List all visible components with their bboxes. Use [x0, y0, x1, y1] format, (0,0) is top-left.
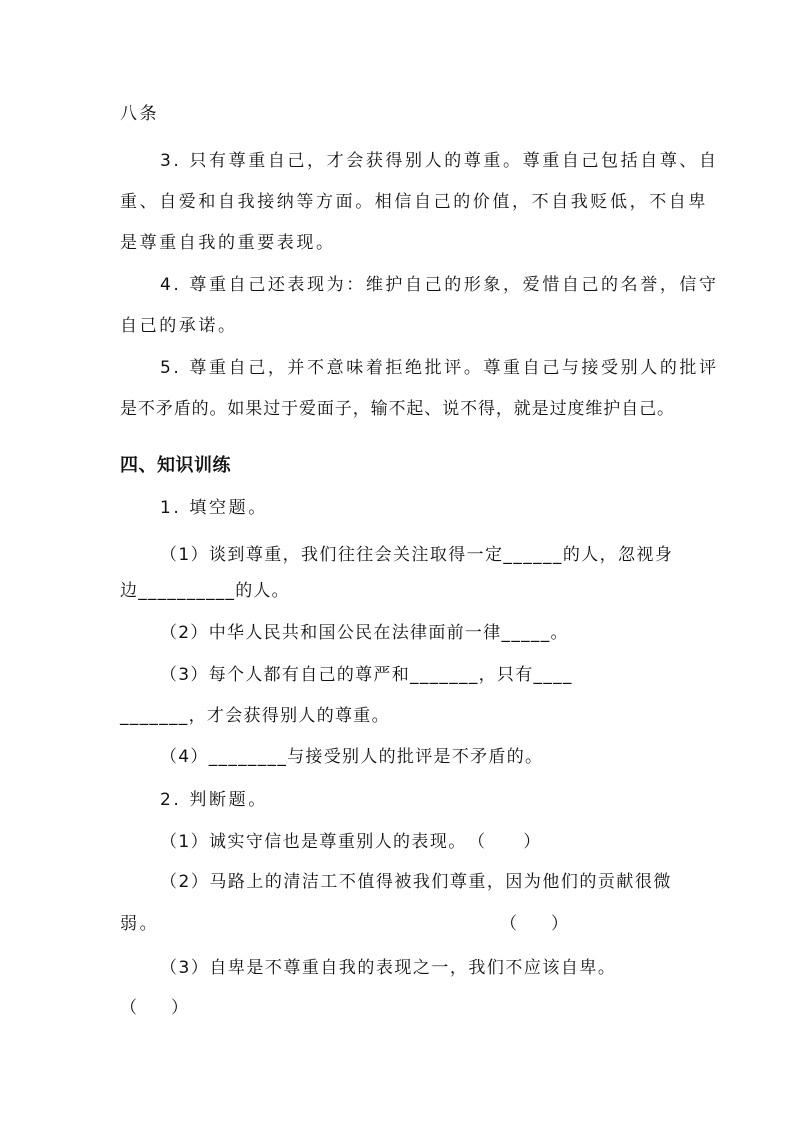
point-4-line-1: 4. 尊重自己还表现为：维护自己的形象，爱惜自己的名誉，信守: [160, 275, 719, 295]
fill-blank-q3-line-1: （3）每个人都有自己的尊严和_______，只有____: [160, 665, 573, 685]
section-heading: 四、知识训练: [120, 455, 231, 476]
fill-blank-q1-line-2: 边__________的人。: [120, 581, 290, 601]
point-4-line-2: 自己的承诺。: [120, 316, 238, 336]
judge-q2-line-1: （2）马路上的清洁工不值得被我们尊重，因为他们的贡献很微: [160, 872, 672, 892]
judge-title: 2. 判断题。: [160, 790, 268, 810]
judge-q3-answer-bracket: （ ）: [120, 998, 188, 1018]
point-3-line-2: 重、自爱和自我接纳等方面。相信自己的价值，不自我贬低，不自卑: [120, 192, 708, 212]
point-5-line-2: 是不矛盾的。如果过于爱面子，输不起、说不得，就是过度维护自己。: [120, 399, 675, 419]
point-3-line-3: 是尊重自我的重要表现。: [120, 233, 336, 253]
point-5-line-1: 5. 尊重自己，并不意味着拒绝批评。尊重自己与接受别人的批评: [160, 358, 719, 378]
judge-q2-line-2: 弱。: [120, 914, 160, 934]
judge-q1: （1）诚实守信也是尊重别人的表现。 （ ）: [160, 832, 542, 852]
point-3-line-1: 3. 只有尊重自己，才会获得别人的尊重。尊重自己包括自尊、自: [160, 151, 719, 171]
judge-q3-line-1: （3）自卑是不尊重自我的表现之一，我们不应该自卑。: [160, 958, 617, 978]
fill-blank-q3-line-2: _______，才会获得别人的尊重。: [120, 706, 390, 726]
fill-blank-q4: （4）________与接受别人的批评是不矛盾的。: [160, 747, 544, 767]
fill-blank-title: 1. 填空题。: [160, 498, 268, 518]
continued-text: 八条: [120, 104, 160, 124]
fill-blank-q1-line-1: （1）谈到尊重，我们往往会关注取得一定______的人，忽视身: [160, 545, 674, 565]
judge-q2-answer-bracket: （ ）: [500, 914, 568, 934]
fill-blank-q2: （2）中华人民共和国公民在法律面前一律_____。: [160, 623, 569, 643]
